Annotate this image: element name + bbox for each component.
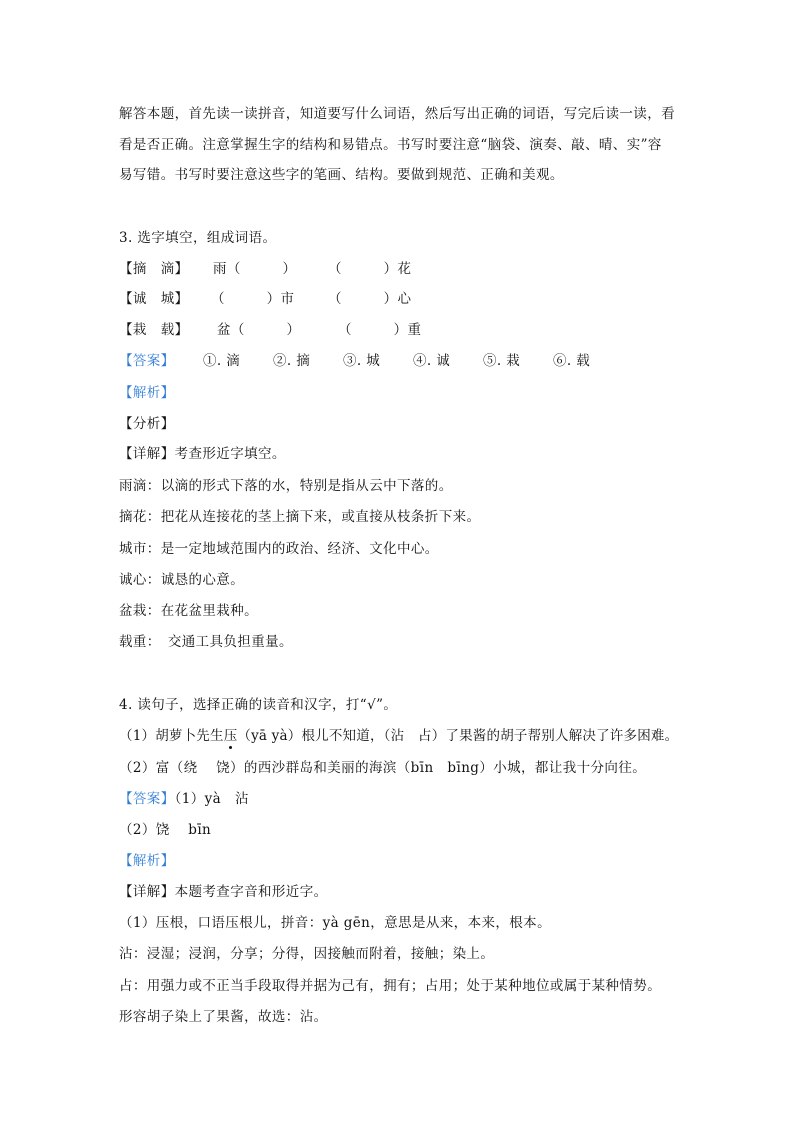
q3-row-3-blank-a: 盆（ ）	[217, 322, 301, 338]
q3-explanation-6: 载重： 交通工具负担重量。	[119, 634, 293, 650]
q4-analysis-tag: 【解析】	[119, 853, 175, 869]
q3-row-2-blank-a: （ ）市	[211, 291, 295, 307]
q4-answer-1: （1）yà 沾	[174, 791, 249, 807]
q4-sentence-1	[119, 726, 678, 746]
q3-fenxi: 【分析】	[119, 416, 175, 432]
q3-explanation-4: 诚心：诚恳的心意。	[119, 572, 245, 588]
q3-answer-tag: 【答案】	[119, 353, 175, 369]
q3-row-1-blank-a: 雨（ ）	[213, 261, 297, 277]
q3-answer-row	[119, 351, 639, 371]
q3-row-2-group: 【诚 城】	[119, 291, 189, 307]
q3-answer-3: ③. 城	[343, 353, 381, 369]
q3-analysis-tag: 【解析】	[119, 385, 175, 401]
q4-answer-2: （2）饶 bīn	[119, 822, 212, 838]
q4-sentence-1-pre: （1）胡萝卜先生	[119, 728, 224, 744]
q3-explanation-3: 城市：是一定地域范围内的政治、经济、文化中心。	[119, 541, 439, 557]
intro-line-2: 看是否正确。注意掌握生字的结构和易错点。书写时要注意“脑袋、演奏、敲、晴、实”容	[119, 137, 662, 153]
q4-title: 4. 读句子，选择正确的读音和汉字，打“√”。	[119, 697, 398, 713]
q3-answer-5: ⑤. 栽	[483, 353, 521, 369]
q3-row-3-blank-b: （ ）重	[338, 322, 422, 338]
q4-sentence-1-post: （yā yà）根儿不知道，（沾 占）了果酱的胡子帮别人解决了许多困难。	[237, 728, 679, 744]
q4-answer-tag: 【答案】	[119, 791, 175, 807]
q3-row-3	[119, 320, 619, 340]
q3-title: 3. 选字填空，组成词语。	[119, 230, 277, 246]
q3-row-1-group: 【摘 滴】	[119, 261, 189, 277]
intro-line-3: 易写错。书写时要注意这些字的笔画、结构。要做到规范、正确和美观。	[119, 167, 564, 183]
q3-row-2	[119, 289, 619, 309]
q3-answer-2: ②. 摘	[273, 353, 311, 369]
q4-sentence-2: （2）富（绕 饶）的西沙群岛和美丽的海滨（bīn bīng）小城，都让我十分向往。	[119, 760, 647, 776]
q3-detail: 【详解】考查形近字填空。	[119, 446, 286, 462]
q4-line-1: （1）压根，口语压根儿，拼音：yà gēn，意思是从来，本来，根本。	[119, 915, 551, 931]
q3-row-1	[119, 259, 619, 279]
q3-answer-4: ④. 诚	[413, 353, 451, 369]
q3-answer-1: ①. 滴	[203, 353, 241, 369]
q4-line-4: 形容胡子染上了果酱，故选：沾。	[119, 1009, 328, 1025]
intro-line-1: 解答本题，首先读一读拼音，知道要写什么词语，然后写出正确的词语，写完后读一读，看	[119, 106, 675, 122]
q4-detail: 【详解】本题考查字音和形近字。	[119, 884, 328, 900]
q4-answer-row	[119, 789, 419, 809]
q4-line-2: 沾：浸湿；浸润，分享；分得，因接触而附着，接触；染上。	[119, 946, 495, 962]
q3-row-2-blank-b: （ ）心	[328, 291, 412, 307]
q3-explanation-5: 盆栽：在花盆里栽种。	[119, 603, 258, 619]
q3-answer-6: ⑥. 载	[553, 353, 591, 369]
q4-line-3: 占：用强力或不正当手段取得并据为己有，拥有；占用；处于某种地位或属于某种情势。	[119, 978, 662, 994]
q3-row-1-blank-b: （ ）花	[328, 261, 412, 277]
q3-explanation-1: 雨滴：以滴的形式下落的水，特别是指从云中下落的。	[119, 478, 453, 494]
q3-row-3-group: 【栽 载】	[119, 322, 189, 338]
q4-emphasis-char: 压	[223, 728, 238, 744]
q3-explanation-2: 摘花：把花从连接花的茎上摘下来，或直接从枝条折下来。	[119, 509, 481, 525]
